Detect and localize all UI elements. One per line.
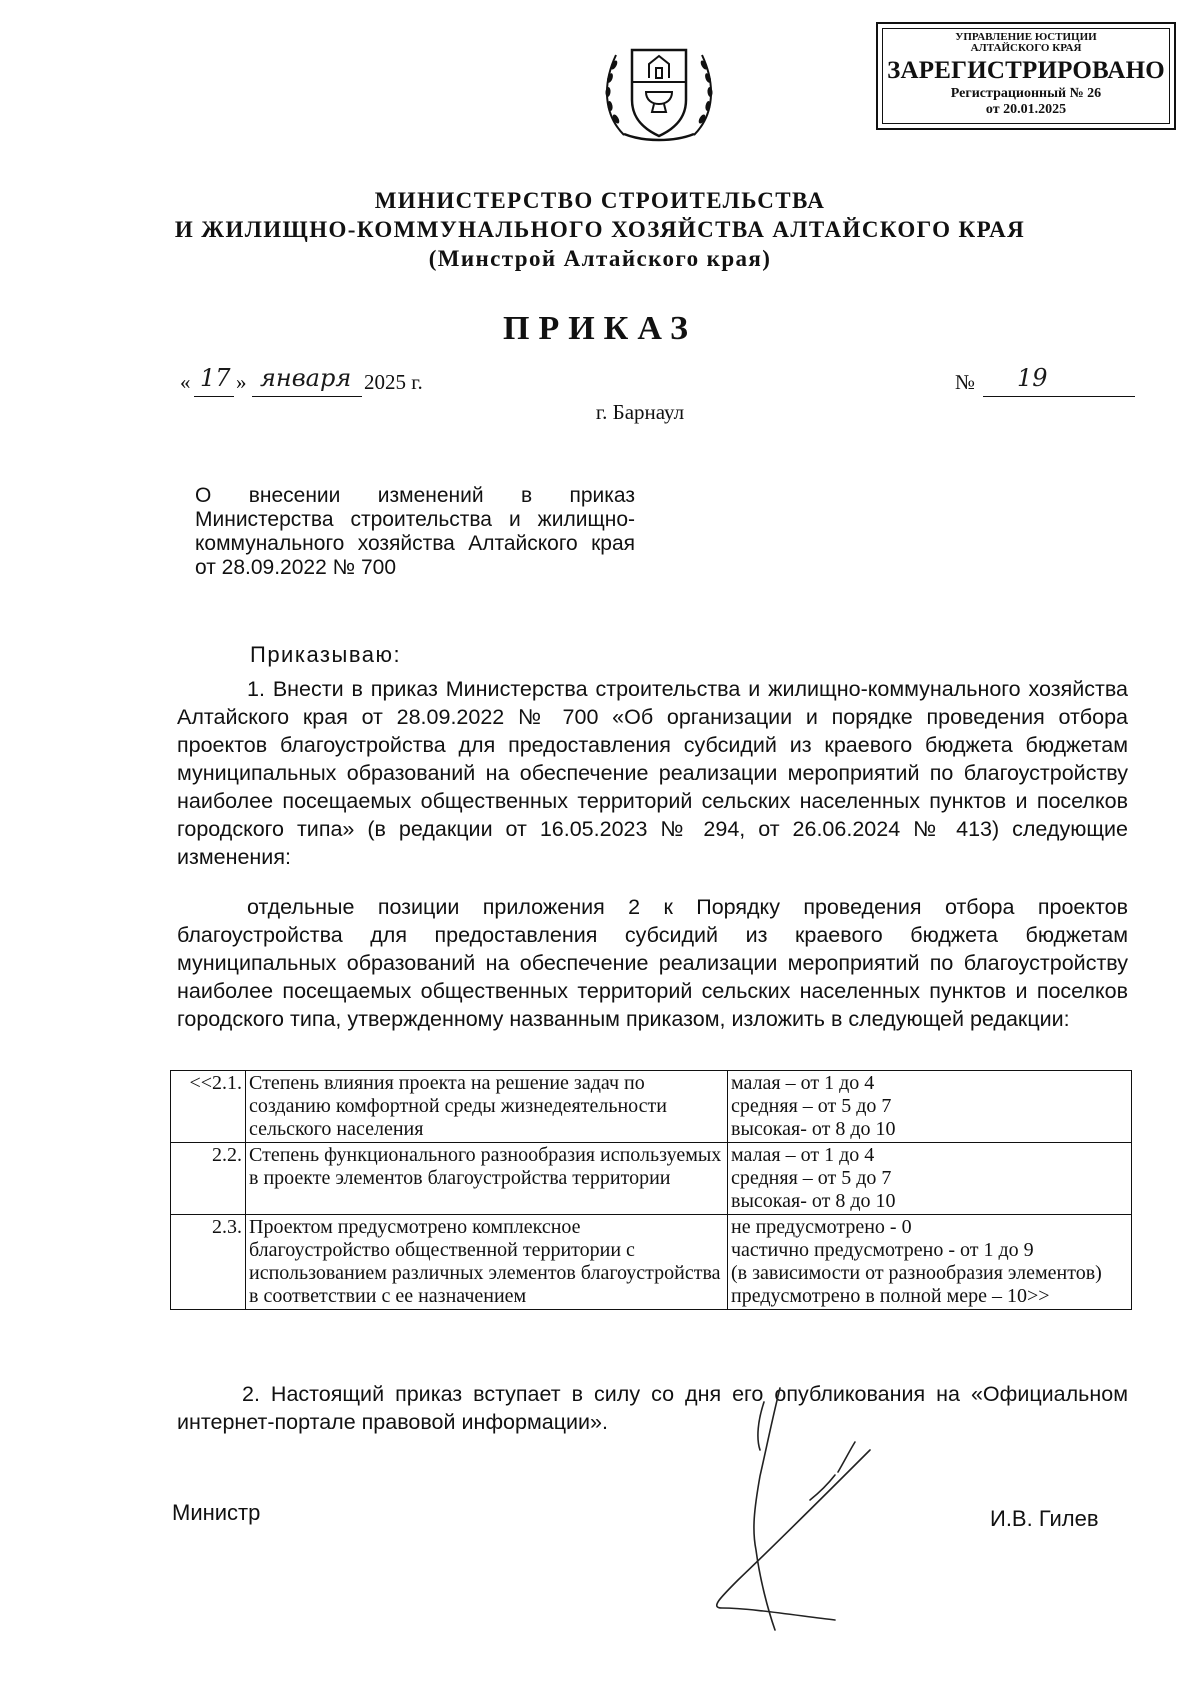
city-name: г. Барнаул <box>595 400 685 424</box>
paragraph-1: 1. Внести в приказ Министерства строительства и жилищно-коммунального хозяйства Алтайского края от 28.09.2022 № 700 «Об организации и порядке проведения отбора проектов благоустройства для предоставления субсидий из краевого бюджета бюджетам муниципальных образований на обеспечение реализации мероприятий по благоустройству наиболее посещаемых общественных территорий сельских населенных пунктов и поселков городского типа» (в редакции от 16.05.2023 № 294, от 26.06.2024 № 413) следующие изменения: <box>177 677 1128 869</box>
table-value-line: высокая- от 8 до 10 <box>731 1118 896 1140</box>
date-month-underline <box>252 396 362 397</box>
table-value-line: частично предусмотрено - от 1 до 9 <box>731 1239 1034 1261</box>
ministry-header <box>150 186 1050 273</box>
table-cell-number: 2.3. <box>171 1215 246 1310</box>
criteria-table <box>170 1070 1132 1310</box>
table-cell-number: 2.2. <box>171 1143 246 1215</box>
date-day-handwritten: 17 <box>200 364 231 392</box>
table-value-line: предусмотрено в полной мере – 10>> <box>731 1285 1050 1307</box>
order-number-label: № <box>955 370 976 394</box>
table-cell-values <box>728 1143 1132 1215</box>
table-cell-criterion: Степень влияния проекта на решение задач по созданию комфортной среды жизнедеятельности сельского населения <box>246 1071 728 1143</box>
table-cell-values <box>728 1215 1132 1310</box>
signatory-name: И.В. Гилев <box>990 1506 1099 1531</box>
signatory-title: Министр <box>172 1500 261 1525</box>
registration-stamp <box>876 22 1176 130</box>
table-cell-number: <<2.1. <box>171 1071 246 1143</box>
registration-stamp-inner <box>882 28 1170 124</box>
date-month-handwritten: января <box>260 364 352 392</box>
order-number-handwritten: 19 <box>1017 364 1048 392</box>
document-type-title: ПРИКАЗ <box>503 310 697 347</box>
stamp-authority-line1: УПРАВЛЕНИЕ ЮСТИЦИИ <box>955 31 1097 43</box>
table-value-line: малая – от 1 до 4 <box>731 1144 875 1166</box>
date-day-underline <box>194 396 234 397</box>
date-close-quote: » <box>236 370 247 394</box>
date-year: 2025 г. <box>364 370 423 394</box>
table-value-line: высокая- от 8 до 10 <box>731 1190 896 1212</box>
order-command-word: Приказываю: <box>250 642 402 667</box>
ministry-short-name: (Минстрой Алтайского края) <box>428 246 772 271</box>
stamp-reg-number: Регистрационный № 26 <box>950 86 1102 101</box>
table-row <box>171 1143 1132 1215</box>
coat-of-arms-emblem <box>594 30 724 150</box>
order-date <box>180 364 460 400</box>
table-value-line: средняя – от 5 до 7 <box>731 1167 892 1189</box>
table-cell-criterion: Проектом предусмотрено комплексное благоустройство общественной территории с использованием различных элементов благоустройства в соответствии с ее назначением <box>246 1215 728 1310</box>
table-value-line: средняя – от 5 до 7 <box>731 1095 892 1117</box>
ministry-name-line1: МИНИСТЕРСТВО СТРОИТЕЛЬСТВА <box>374 188 826 213</box>
paragraph-2: 2. Настоящий приказ вступает в силу со дня его опубликования на «Официальном интернет-портале правовой информации». <box>177 1382 1128 1434</box>
paragraph-1-amendment: отдельные позиции приложения 2 к Порядку проведения отбора проектов благоустройства для предоставления субсидий из краевого бюджета бюджетам муниципальных образований на обеспечение реализации мероприятий по благоустройству наиболее посещаемых общественных территорий сельских населенных пунктов и поселков городского типа, утвержденному названным приказом, изложить в следующей редакции: <box>177 895 1128 1031</box>
stamp-title: ЗАРЕГИСТРИРОВАНО <box>887 57 1165 84</box>
table-cell-values <box>728 1071 1132 1143</box>
handwritten-signature <box>660 1380 880 1640</box>
order-subject: О внесении изменений в приказ Министерства строительства и жилищно-коммунального хозяйства Алтайского края от 28.09.2022 № 700 <box>195 484 635 579</box>
table-row <box>171 1215 1132 1310</box>
table-value-line: малая – от 1 до 4 <box>731 1072 875 1094</box>
table-row <box>171 1071 1132 1143</box>
stamp-reg-date: от 20.01.2025 <box>985 102 1067 117</box>
table-value-line: (в зависимости от разнообразия элементов) <box>731 1262 1102 1284</box>
table-cell-criterion: Степень функционального разнообразия используемых в проекте элементов благоустройства территории <box>246 1143 728 1215</box>
order-number-underline <box>983 396 1135 397</box>
date-open-quote: « <box>180 370 191 394</box>
order-number <box>955 364 1135 400</box>
ministry-name-line2: И ЖИЛИЩНО-КОММУНАЛЬНОГО ХОЗЯЙСТВА АЛТАЙСКОГО КРАЯ <box>174 217 1026 242</box>
stamp-authority-line2: АЛТАЙСКОГО КРАЯ <box>970 42 1082 54</box>
table-value-line: не предусмотрено - 0 <box>731 1216 912 1238</box>
